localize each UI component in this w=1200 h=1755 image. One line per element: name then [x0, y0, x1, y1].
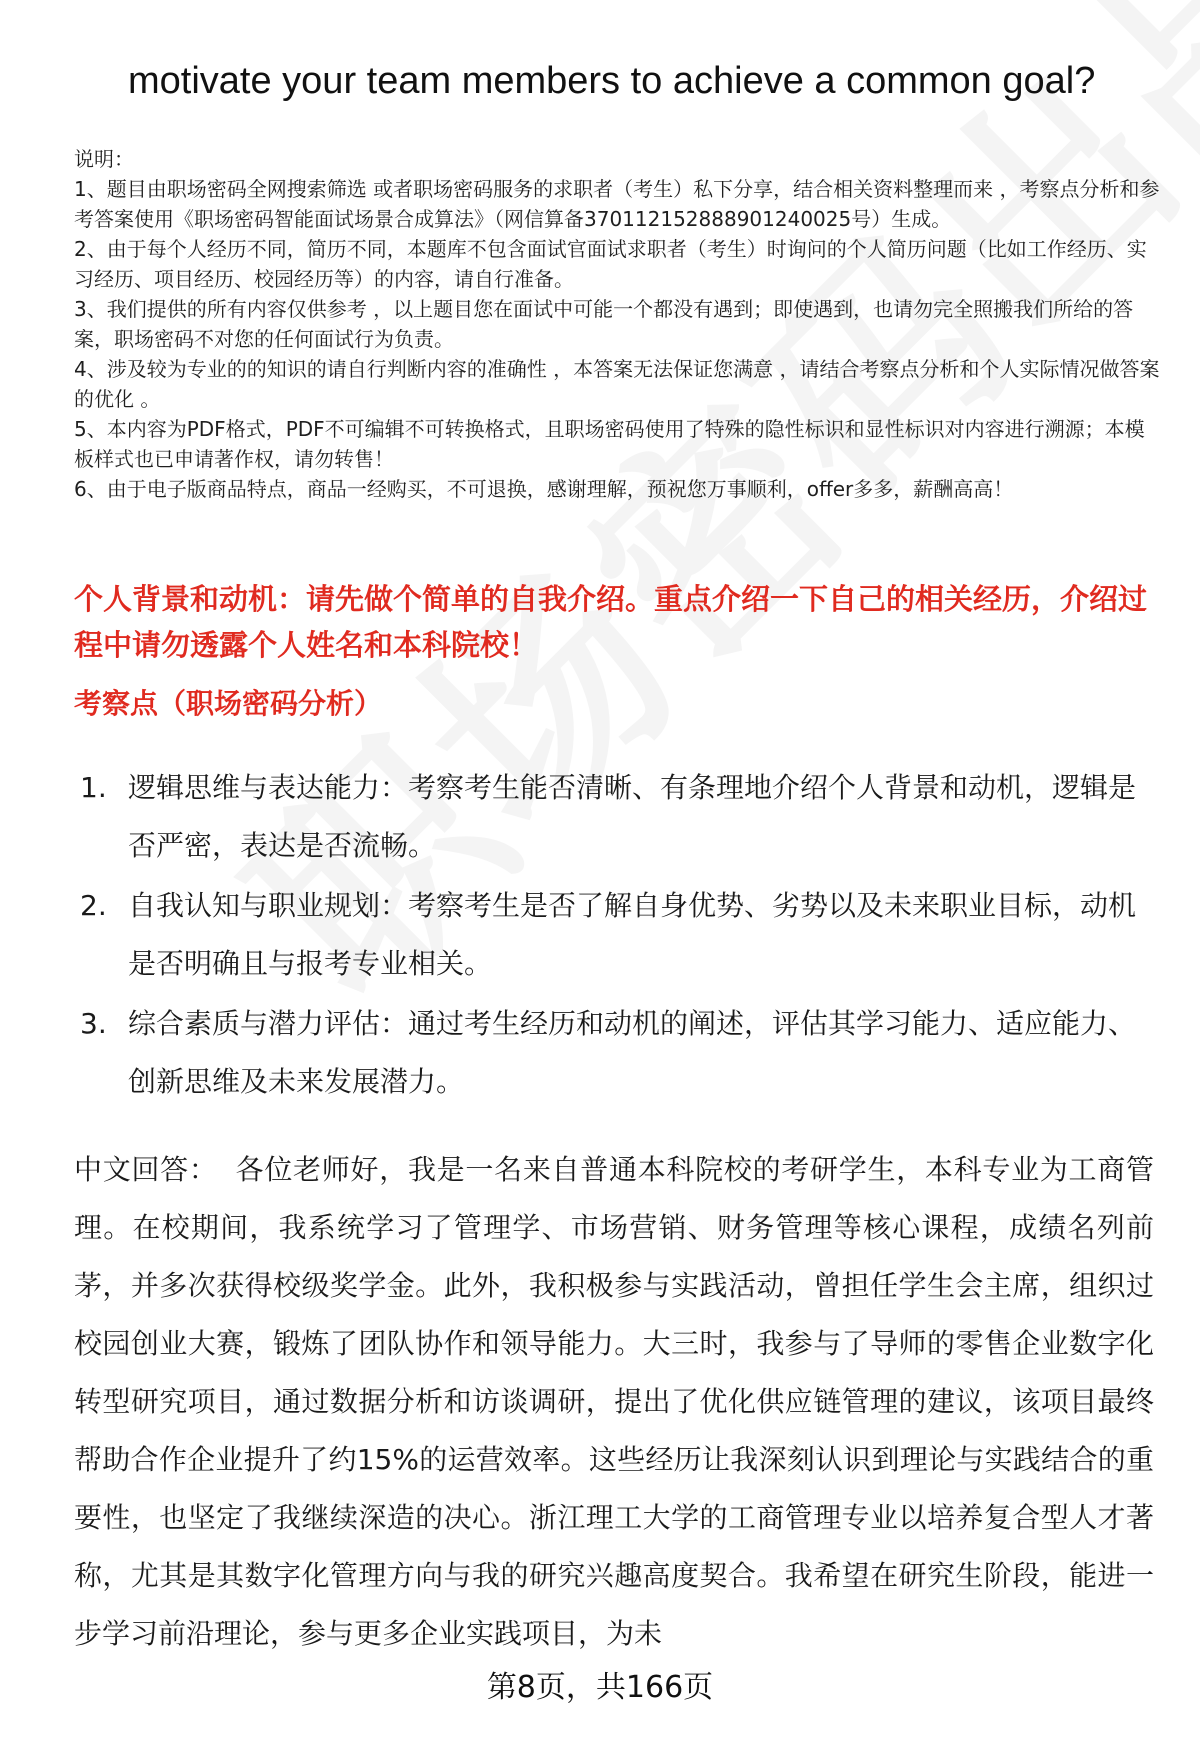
answer-paragraph — [74, 1141, 1154, 1663]
notes-item: 1、题目由职场密码全网搜索筛选 或者职场密码服务的求职者（考生）私下分享，结合相关资料整理而来 ，考察点分析和参考答案使用《职场密码智能面试场景合成算法》（网信算备370112152888901240025号）生成。 — [74, 177, 1160, 231]
notes-item: 2、由于每个人经历不同，简历不同，本题库不包含面试官面试求职者（考生）时询问的个人简历问题（比如工作经历、实习经历、项目经历、校园经历等）的内容，请自行准备。 — [74, 237, 1147, 291]
notes-item: 4、涉及较为专业的的知识的请自行判断内容的准确性 ，本答案无法保证您满意 ，请结合考察点分析和个人实际情况做答案的优化 。 — [74, 357, 1160, 411]
notes-item: 5、本内容为PDF格式，PDF不可编辑不可转换格式，且职场密码使用了特殊的隐性标识和显性标识对内容进行溯源；本模板样式也已申请著作权，请勿转售！ — [74, 417, 1145, 471]
analysis-point — [80, 759, 1150, 875]
notes-block — [74, 144, 1160, 504]
point-number: 1. — [80, 771, 107, 804]
point-text: 逻辑思维与表达能力：考察考生能否清晰、有条理地介绍个人背景和动机，逻辑是否严密，表达是否流畅。 — [128, 771, 1137, 862]
point-number: 3. — [80, 1007, 107, 1040]
point-number: 2. — [80, 889, 107, 922]
analysis-title: 考察点（职场密码分析） — [74, 687, 383, 720]
answer-text: 各位老师好，我是一名来自普通本科院校的考研学生，本科专业为工商管理。在校期间，我系统学习了管理学、市场营销、财务管理等核心课程，成绩名列前茅，并多次获得校级奖学金。此外，我积极参与实践活动，曾担任学生会主席，组织过校园创业大赛，锻炼了团队协作和领导能力。大三时，我参与了导师的零售企业数字化转型研究项目，通过数据分析和访谈调研，提出了优化供应链管理的建议，该项目最终帮助合作企业提升了约15%的运营效率。这些经历让我深刻认识到理论与实践结合的重要性，也坚定了我继续深造的决心。浙江理工大学的工商管理专业以培养复合型人才著称，尤其是其数字化管理方向与我的研究兴趣高度契合。我希望在研究生阶段，能进一步学习前沿理论，参与更多企业实践项目，为未 — [74, 1153, 1154, 1650]
question-heading-en: motivate your team members to achieve a common goal? — [128, 60, 1096, 102]
notes-item: 3、我们提供的所有内容仅供参考 ，以上题目您在面试中可能一个都没有遇到；即使遇到，也请勿完全照搬我们所给的答案，职场密码不对您的任何面试行为负责。 — [74, 297, 1134, 351]
analysis-points-list — [80, 759, 1150, 1113]
answer-label: 中文回答： — [74, 1153, 218, 1186]
analysis-point — [80, 877, 1150, 993]
notes-item: 6、由于电子版商品特点，商品一经购买，不可退换，感谢理解，预祝您万事顺利，offer多多，薪酬高高！ — [74, 477, 1014, 501]
point-text: 自我认知与职业规划：考察考生是否了解自身优势、劣势以及未来职业目标，动机是否明确且与报考专业相关。 — [128, 889, 1137, 980]
page-number: 第8页，共166页 — [486, 1670, 714, 1705]
analysis-point — [80, 995, 1150, 1111]
interview-question: 个人背景和动机：请先做个简单的自我介绍。重点介绍一下自己的相关经历，介绍过程中请勿透露个人姓名和本科院校！ — [74, 582, 1148, 662]
point-text: 综合素质与潜力评估：通过考生经历和动机的阐述，评估其学习能力、适应能力、创新思维及未来发展潜力。 — [128, 1007, 1137, 1098]
notes-title: 说明： — [74, 147, 134, 171]
